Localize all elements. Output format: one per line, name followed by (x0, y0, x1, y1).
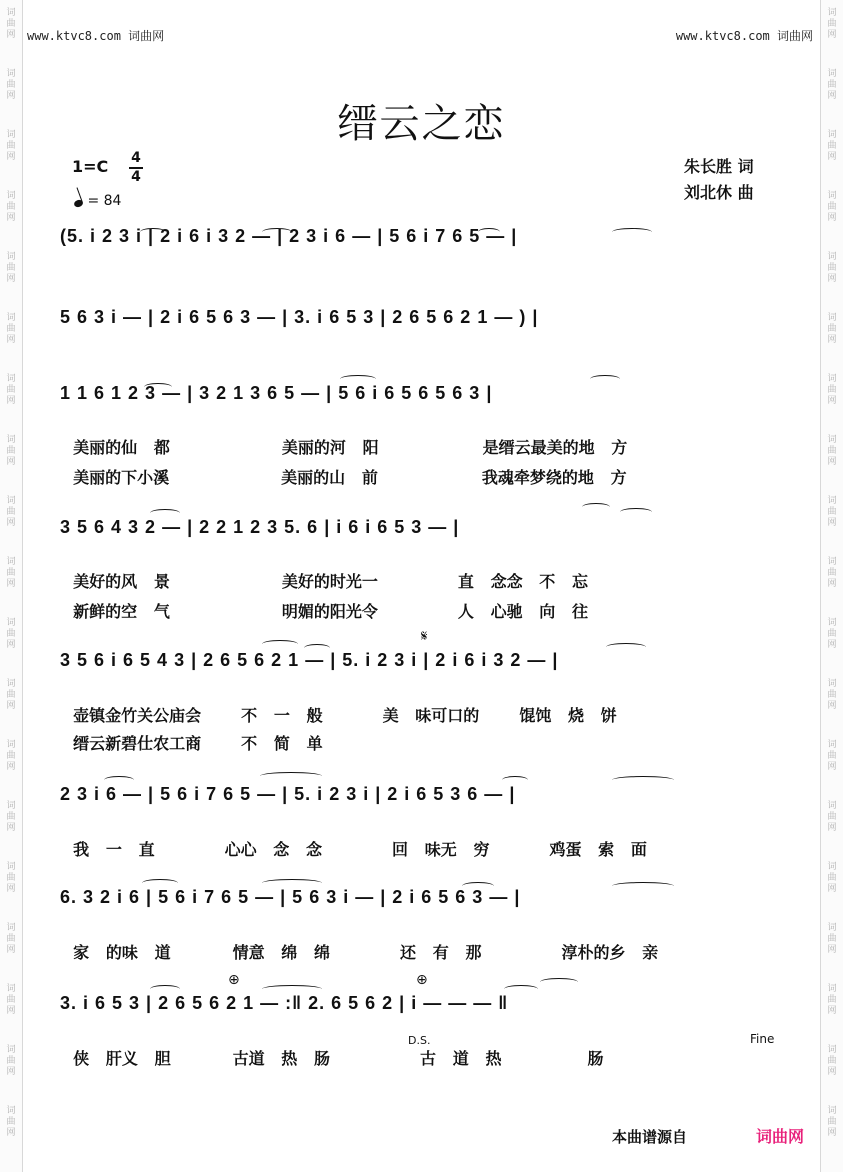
slur (150, 985, 180, 993)
side-watermark-text: 词 曲 网 (827, 740, 837, 772)
source-label: 本曲谱源自 (612, 1128, 688, 1146)
side-watermark-text: 词 曲 网 (827, 801, 837, 833)
slur (502, 776, 528, 784)
slur (340, 375, 376, 383)
slur (612, 882, 674, 890)
lyric-seg: 美好的风 景 (73, 572, 170, 591)
side-watermark-text: 词 曲 网 (6, 679, 16, 711)
lyric-seg: 古 道 热 (420, 1049, 502, 1068)
side-watermark-text: 词 曲 网 (827, 923, 837, 955)
dal-segno-mark: D.S. (408, 1034, 431, 1047)
slur (620, 508, 652, 516)
slur (478, 228, 500, 236)
lyric-seg: 美好的时光一 (281, 572, 378, 591)
lyric-seg: 馄饨 烧 饼 (519, 706, 617, 725)
side-watermark-text: 词 曲 网 (827, 1045, 837, 1077)
side-watermark-text: 词 曲 网 (6, 130, 16, 162)
lyric-seg: 我 一 直 (73, 840, 155, 859)
score-line-2: 5 6 3 i — | 2 i 6 5 6 3 — | 3. i 6 5 3 | 2 6 5 6 2 1 — ) | (60, 307, 539, 327)
slur (140, 228, 166, 236)
slur (590, 375, 620, 383)
lyric-seg: 心心 念 念 (224, 840, 323, 859)
slur (262, 640, 298, 648)
lyric-seg: 情意 绵 绵 (232, 943, 331, 962)
side-watermark-text: 词 曲 网 (6, 984, 16, 1016)
lyric-5a (62, 684, 782, 725)
slur (582, 503, 610, 511)
side-watermark-text: 词 曲 网 (827, 130, 837, 162)
lyric-seg: 我魂牵梦绕的地 方 (481, 468, 627, 487)
lyric-seg: 古道 热 肠 (232, 1049, 331, 1068)
score-line-5: 3 5 6 i 6 5 4 3 | 2 6 5 6 2 1 — | 5. i 2 3 i | 2 i 6 i 3 2 — | (60, 650, 559, 670)
side-watermark-text: 词 曲 网 (827, 191, 837, 223)
tempo-mark (74, 193, 121, 209)
lyric-4a (62, 550, 782, 591)
side-watermark-text: 词 曲 网 (6, 313, 16, 345)
side-watermark-text: 词 曲 网 (827, 8, 837, 40)
lyric-seg: 是缙云最美的地 方 (482, 438, 628, 457)
lyric-seg: 不 简 单 (241, 734, 323, 753)
lyric-3a (62, 416, 782, 457)
side-watermark-text: 词 曲 网 (6, 557, 16, 589)
score-line-1: (5. i 2 3 i | 2 i 6 i 3 2 — | 2 3 i 6 — | 5 6 i 7 6 5 — | (60, 226, 518, 246)
site-url-right[interactable]: www.ktvc8.com 词曲网 (675, 29, 813, 43)
lyric-seg: 美丽的山 前 (281, 468, 378, 487)
side-watermark-text: 词 曲 网 (6, 496, 16, 528)
slur (260, 772, 322, 780)
slur (462, 882, 494, 890)
lyric-7 (62, 921, 782, 962)
side-watermark-text: 词 曲 网 (827, 557, 837, 589)
key-signature: 1=C (72, 157, 109, 176)
lyric-seg: 家 的味 道 (73, 943, 171, 962)
side-watermark-text: 词 曲 网 (6, 618, 16, 650)
slur (104, 776, 134, 784)
side-watermark-text: 词 曲 网 (827, 679, 837, 711)
lyric-seg: 不 一 般 (241, 706, 323, 725)
lyric-seg: 明媚的阳光令 (281, 602, 378, 621)
lyric-seg: 肠 (587, 1049, 604, 1068)
lyric-4b (62, 580, 782, 621)
lyric-seg: 鸡蛋 索 面 (549, 840, 647, 859)
side-watermark-text: 词 曲 网 (6, 1106, 16, 1138)
lyric-seg: 还 有 那 (400, 943, 482, 962)
lyric-seg: 人 心驰 向 往 (457, 602, 589, 621)
lyricist-credit: 朱长胜 词 (684, 157, 754, 176)
side-watermark-text: 词 曲 网 (827, 984, 837, 1016)
slur (150, 509, 180, 517)
tempo-value: = 84 (87, 193, 122, 209)
side-watermark-text: 词 曲 网 (6, 923, 16, 955)
side-watermark-text: 词 曲 网 (6, 252, 16, 284)
side-watermark-text: 词 曲 网 (827, 69, 837, 101)
score-line-7: 6. 3 2 i 6 | 5 6 i 7 6 5 — | 5 6 3 i — | 2 i 6 5 6 3 — | (60, 887, 521, 907)
side-watermark-text: 词 曲 网 (6, 191, 16, 223)
side-watermark-text: 词 曲 网 (827, 435, 837, 467)
slur (612, 228, 652, 236)
time-signature (129, 151, 143, 185)
lyric-seg: 美丽的下小溪 (73, 468, 170, 487)
score-line-6: 2 3 i 6 — | 5 6 i 7 6 5 — | 5. i 2 3 i | 2 i 6 5 3 6 — | (60, 784, 516, 804)
side-watermark-text: 词 曲 网 (827, 313, 837, 345)
slur (262, 879, 322, 887)
segno-icon: 𝄋 (421, 627, 428, 645)
meter-top: 4 (131, 150, 141, 166)
lyric-seg: 回 味无 穷 (392, 840, 490, 859)
side-watermark-text: 词 曲 网 (6, 435, 16, 467)
slur (504, 985, 538, 993)
side-watermark-text: 词 曲 网 (6, 740, 16, 772)
side-watermark-text: 词 曲 网 (6, 801, 16, 833)
lyric-seg: 侠 肝义 胆 (73, 1049, 171, 1068)
lyric-seg: 缙云新碧仕农工商 (73, 734, 202, 753)
left-watermark-strip (0, 0, 23, 1172)
side-watermark-text: 词 曲 网 (827, 374, 837, 406)
slur (606, 643, 646, 651)
coda-icon: ⊕ (228, 972, 240, 988)
meter-bottom: 4 (131, 169, 141, 185)
quarter-note-icon (73, 199, 84, 209)
side-watermark-text: 词 曲 网 (827, 1106, 837, 1138)
score-line-3: 1 1 6 1 2 3 — | 3 2 1 3 6 5 — | 5 6 i 6 5 6 5 6 3 | (60, 383, 493, 403)
side-watermark-text: 词 曲 网 (6, 862, 16, 894)
slur (612, 776, 674, 784)
slur (262, 228, 292, 236)
right-watermark-strip (820, 0, 843, 1172)
side-watermark-text: 词 曲 网 (827, 496, 837, 528)
lyric-6 (62, 818, 782, 859)
score-line-4: 3 5 6 4 3 2 — | 2 2 1 2 3 5. 6 | i 6 i 6 5 3 — | (60, 517, 460, 537)
coda-icon: ⊕ (416, 972, 428, 988)
slur (540, 978, 578, 986)
side-watermark-text: 词 曲 网 (827, 862, 837, 894)
lyric-5b (62, 712, 782, 753)
brand-logo[interactable]: 词曲网 (756, 1127, 805, 1146)
song-title: 缙云之恋 (337, 101, 506, 147)
side-watermark-text: 词 曲 网 (827, 252, 837, 284)
lyric-seg: 壶镇金竹关公庙会 (73, 706, 202, 725)
composer-credit: 刘北休 曲 (684, 183, 754, 202)
side-watermark-text: 词 曲 网 (6, 8, 16, 40)
lyric-seg: 新鲜的空 气 (73, 602, 170, 621)
lyric-seg: 美丽的仙 都 (73, 438, 170, 457)
lyric-seg: 直 念念 不 忘 (457, 572, 589, 591)
slur (304, 644, 330, 652)
slur (144, 383, 172, 391)
lyric-seg: 美 味可口的 (382, 706, 480, 725)
side-watermark-text: 词 曲 网 (6, 1045, 16, 1077)
lyric-seg: 美丽的河 阳 (281, 438, 379, 457)
lyric-3b (62, 446, 782, 487)
side-watermark-text: 词 曲 网 (827, 618, 837, 650)
fine-mark: Fine (750, 1032, 775, 1046)
slur (262, 985, 322, 993)
score-line-8: 3. i 6 5 3 | 2 6 5 6 2 1 — :‖ 2. 6 5 6 2 | i — — — ‖ (60, 993, 509, 1013)
side-watermark-text: 词 曲 网 (6, 374, 16, 406)
slur (142, 879, 178, 887)
side-watermark-text: 词 曲 网 (6, 69, 16, 101)
lyric-seg: 淳朴的乡 亲 (561, 943, 659, 962)
site-url-left[interactable]: www.ktvc8.com 词曲网 (27, 29, 165, 43)
